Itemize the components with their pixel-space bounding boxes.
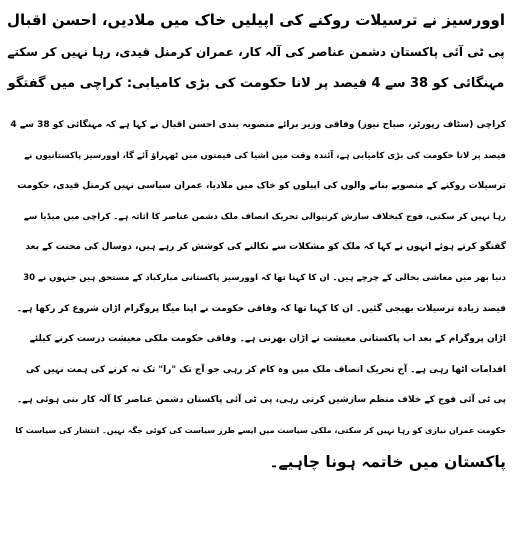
body-line: اڑان پروگرام کے بعد اب پاکستانی معیشت نے اڑان بھرنی ہے۔ وفاقی حکومت ملکی معیشت درست کرنے کیلئے xyxy=(29,334,506,345)
headline-3: مہنگائی کو 38 سے 4 فیصد پر لانا حکومت کی بڑی کامیابی: کراچی میں گفتگو xyxy=(7,76,505,91)
body-line: فیصد پر لانا حکومت کی بڑی کامیابی ہے، آئندہ وقت میں اشیا کی قیمتوں میں ٹھہراؤ آئے گا، اوورسیز پاکستانیوں نے xyxy=(24,150,506,161)
article-body xyxy=(6,110,506,477)
headline-2: پی ٹی آئی پاکستان دشمن عناصر کی آلہ کار، عمران کرمنل قیدی، رہا نہیں کر سکتے xyxy=(7,45,505,59)
headline-1: اوورسیز نے ترسیلات روکنے کی اپیلیں خاک میں ملادیں، احسن اقبال xyxy=(6,11,506,29)
body-line: گفتگو کرتے ہوئے انہوں نے کہا کہ ملک کو مشکلات سے نکالنے کی کوشش کر رہے ہیں، دوسال کی محنت کے بعد xyxy=(25,242,506,253)
body-line: رہا نہیں کر سکتی، فوج کیخلاف سازش کرنیوالی تحریک انصاف ملک دشمن عناصر کا اثاثہ ہے۔ کراچی میں میڈیا سے xyxy=(23,211,506,222)
headline-block xyxy=(6,4,506,100)
body-line: پی ٹی آئی فوج کے خلاف منظم سازشیں کرتی رہی، پی ٹی آئی پاکستان دشمن عناصر کا آلہ کار بنی ہوئی ہے۔ xyxy=(16,395,506,406)
body-line: پاکستان میں خاتمہ ہونا چاہیے۔ xyxy=(269,452,506,471)
body-line: اقدامات اٹھا رہی ہے۔ آج تحریک انصاف ملک میں وہ کام کر رہی جو آج تک "را" تک نہ کرنے کی ہمت نہیں کی xyxy=(25,364,506,375)
body-line: حکومت عمران نیازی کو رہا نہیں کر سکتی، ملکی سیاست میں ایسے طرز سیاست کی کوئی جگہ نہیں۔ انتشار کی سیاست کا xyxy=(15,425,506,435)
body-line: فیصد زیادہ ترسیلات بھیجی گئیں۔ ان کا کہنا تھا کہ وفاقی حکومت نے اپنا میگا پروگرام اڑان شروع کر رکھا ہے۔ xyxy=(16,303,506,314)
body-line: ترسیلات روکنے کے منصوبے بنانے والوں کی اپیلوں کو خاک میں ملادیا، عمران سیاسی نہیں کرمنل قیدی، حکومت xyxy=(17,181,506,192)
body-line: کراچی (سٹاف رپورٹر، صباح نیوز) وفاقی وزیر برائے منصوبہ بندی احسن اقبال نے کہا ہے کہ مہنگائی کو 38 سے 4 xyxy=(10,120,506,130)
body-line: دنیا بھر میں معاشی بحالی کے چرچے ہیں۔ ان کا کہنا تھا کہ اوورسیز پاکستانی مبارکباد کے مستحق ہیں جنہوں نے 30 xyxy=(23,272,506,283)
